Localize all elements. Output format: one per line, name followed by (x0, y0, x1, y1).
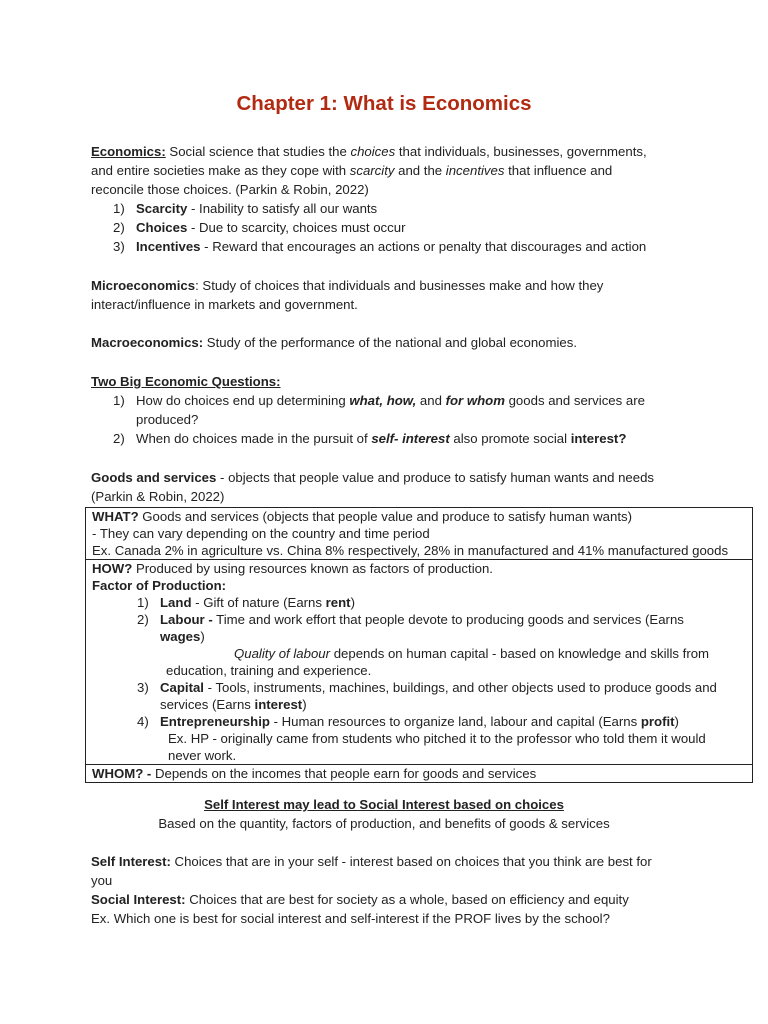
question-text: and (416, 393, 446, 408)
list-text: - Inability to satisfy all our wants (187, 201, 378, 216)
social-interest-line (91, 890, 691, 909)
economics-section (91, 142, 691, 256)
what-how-whom-table (85, 507, 753, 783)
interest-section (91, 852, 691, 928)
list-text: - Reward that encourages an actions or penalty that discourages and action (200, 239, 647, 254)
table-cell (86, 560, 753, 765)
list-number: 2) (113, 431, 125, 446)
list-number: 3) (137, 680, 149, 695)
factor-text: - Tools, instruments, machines, buildings, and other objects used to produce goods and (203, 680, 717, 695)
economics-text: Social science that studies the (165, 144, 351, 159)
micro-line (91, 276, 691, 295)
whom-label: WHOM? - (92, 766, 152, 781)
economics-text: and entire societies make as they cope with (91, 163, 350, 178)
factor-text: ) (350, 595, 355, 610)
table-cell (86, 765, 753, 783)
self-social-subheading: Based on the quantity, factors of production, and benefits of goods & services (158, 816, 610, 831)
table-row-how (86, 560, 753, 765)
labour-quality-term: Quality of labour (234, 646, 331, 661)
microeconomics-section (91, 276, 691, 314)
question-text: When do choices made in the pursuit of (136, 431, 372, 446)
economics-text: incentives (445, 163, 505, 178)
questions-heading-text: Two Big Economic Questions: (91, 374, 281, 389)
factor-earning: profit (640, 714, 675, 729)
social-interest-text: Choices that are best for society as a whole, based on efficiency and equity (185, 892, 629, 907)
list-term: Scarcity (136, 201, 188, 216)
question-emphasis: interest? (570, 431, 627, 446)
factor-text: - Gift of nature (Earns (191, 595, 326, 610)
question-1 (91, 391, 691, 410)
list-item-incentives (91, 237, 691, 256)
economics-term: Economics: (91, 144, 166, 159)
goods-line (91, 468, 691, 487)
factor-earning: wages (160, 629, 201, 644)
factor-text: Time and work effort that people devote to producing goods and services (Earns (212, 612, 684, 627)
list-number: 3) (113, 239, 125, 254)
factor-term: Capital (160, 680, 204, 695)
micro-term: Microeconomics (91, 278, 196, 293)
economics-text: that individuals, businesses, governments, (395, 144, 647, 159)
factor-labour (92, 611, 746, 645)
list-number: 1) (113, 393, 125, 408)
list-term: Choices (136, 220, 188, 235)
goods-section (91, 468, 691, 506)
list-number: 4) (137, 714, 149, 729)
whom-line (92, 765, 746, 782)
economics-definition (91, 161, 691, 180)
what-line: - They can vary depending on the country and time period (92, 526, 430, 541)
what-text: Goods and services (objects that people value and produce to satisfy human wants) (138, 509, 632, 524)
economics-text: scarcity (349, 163, 395, 178)
factor-term: Labour - (160, 612, 213, 627)
what-label: WHAT? (92, 509, 139, 524)
list-term: Incentives (136, 239, 201, 254)
example-text: Ex. HP - originally came from students who pitched it to the professor who told them it would (168, 731, 706, 746)
table-row-whom (86, 765, 753, 783)
factor-earning: interest (254, 697, 303, 712)
factor-term: Land (160, 595, 192, 610)
labour-quality (92, 645, 746, 662)
factor-term: Entrepreneurship (160, 714, 270, 729)
list-number: 1) (113, 201, 125, 216)
labour-quality-cont: education, training and experience. (166, 663, 372, 678)
list-text: - Due to scarcity, choices must occur (187, 220, 406, 235)
factor-text: services (Earns (160, 697, 255, 712)
question-text: How do choices end up determining (136, 393, 350, 408)
how-line (92, 560, 746, 577)
self-social-heading (0, 795, 768, 814)
table-row-what (86, 508, 753, 560)
questions-heading (91, 372, 691, 391)
factor-text: ) (674, 714, 679, 729)
macro-term: Macroeconomics: (91, 335, 204, 350)
example-text: never work. (168, 748, 237, 763)
self-interest-line: you (91, 873, 113, 888)
factor-heading-text: Factor of Production: (92, 578, 227, 593)
list-number: 2) (137, 612, 149, 627)
question-text: also promote social (449, 431, 571, 446)
factor-text: ) (200, 629, 205, 644)
list-item-scarcity (91, 199, 691, 218)
table-cell (86, 508, 753, 560)
micro-line: interact/influence in markets and government. (91, 297, 358, 312)
micro-text: : Study of choices that individuals and businesses make and how they (195, 278, 604, 293)
economics-text: that influence and (504, 163, 613, 178)
factor-earning: rent (325, 595, 351, 610)
question-emphasis: what, how, (349, 393, 417, 408)
list-item-choices (91, 218, 691, 237)
question-emphasis: self- interest (371, 431, 450, 446)
example-line: Ex. Which one is best for social interest and self-interest if the PROF lives by the school? (91, 911, 610, 926)
entrepreneurship-example (92, 730, 746, 764)
social-interest-term: Social Interest: (91, 892, 186, 907)
factor-text: ) (302, 697, 307, 712)
macro-text: Study of the performance of the national and global economies. (203, 335, 578, 350)
macro-line (91, 333, 691, 352)
page-title: Chapter 1: What is Economics (236, 92, 532, 115)
economics-text: choices (350, 144, 396, 159)
what-line: Ex. Canada 2% in agriculture vs. China 8% respectively, 28% in manufactured and 41% manufactured goods (92, 543, 729, 558)
how-label: HOW? (92, 561, 133, 576)
labour-quality-text: depends on human capital - based on knowledge and skills from (330, 646, 710, 661)
whom-text: Depends on the incomes that people earn for goods and services (151, 766, 537, 781)
how-text: Produced by using resources known as factors of production. (132, 561, 493, 576)
factor-entrepreneurship (92, 713, 746, 730)
goods-text: - objects that people value and produce to satisfy human wants and needs (216, 470, 655, 485)
factor-land (92, 594, 746, 611)
questions-section (91, 372, 691, 448)
economics-text: and the (394, 163, 446, 178)
economics-definition (91, 142, 691, 161)
self-interest-text: Choices that are in your self - interest based on choices that you think are best for (170, 854, 652, 869)
factor-capital (92, 679, 746, 713)
macroeconomics-section (91, 333, 691, 352)
question-1-cont: produced? (136, 412, 199, 427)
self-interest-term: Self Interest: (91, 854, 171, 869)
list-number: 1) (137, 595, 149, 610)
question-2 (91, 429, 691, 448)
goods-term: Goods and services (91, 470, 217, 485)
factor-text: - Human resources to organize land, labour and capital (Earns (269, 714, 641, 729)
question-text: goods and services are (504, 393, 645, 408)
question-emphasis: for whom (445, 393, 505, 408)
what-line (92, 508, 746, 525)
goods-line: (Parkin & Robin, 2022) (91, 489, 225, 504)
factor-heading (92, 577, 746, 594)
self-interest-line (91, 852, 691, 871)
economics-definition: reconcile those choices. (Parkin & Robin, 2022) (91, 182, 369, 197)
list-number: 2) (113, 220, 125, 235)
self-social-heading-text: Self Interest may lead to Social Interest based on choices (204, 797, 564, 812)
